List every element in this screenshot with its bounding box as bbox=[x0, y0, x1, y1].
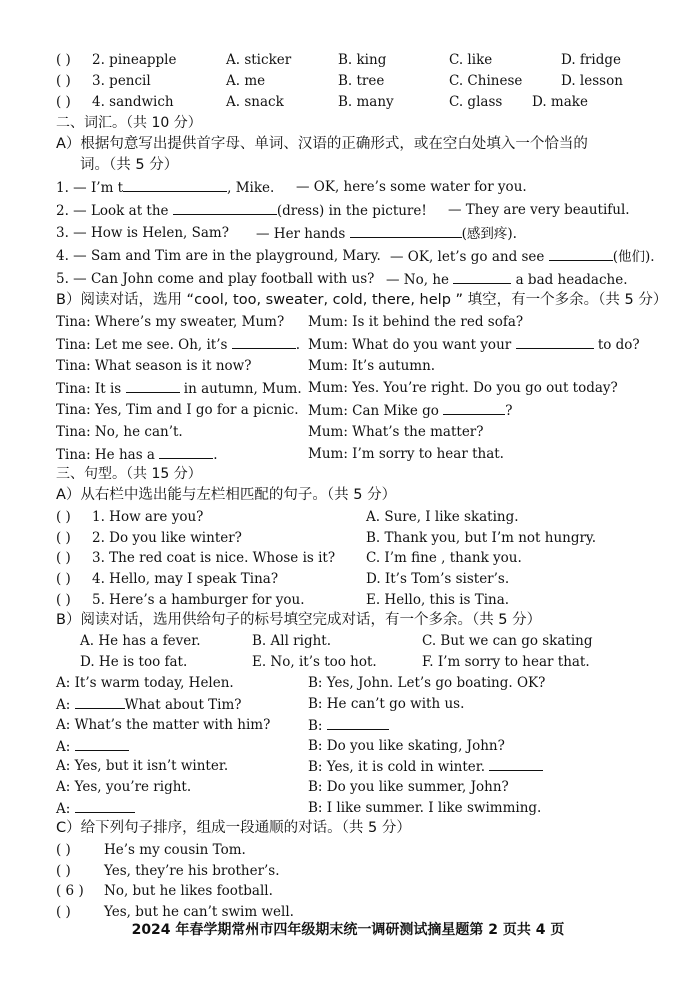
section-2a-instruction: A）根据句意写出提供首字母、单词、汉语的正确形式，或在空白处填入一个恰当的 bbox=[56, 136, 588, 152]
order-item-2: ( ) Yes, they’re his brother’s. bbox=[56, 863, 280, 879]
answer-blank[interactable] bbox=[75, 798, 135, 813]
answer-blank[interactable] bbox=[516, 334, 594, 349]
match-row-3: ( ) 3. The red coat is nice. Whose is it? C. I’m fine , thank you. bbox=[56, 550, 522, 566]
answer-blank[interactable] bbox=[126, 378, 180, 393]
answer-blank[interactable] bbox=[549, 246, 613, 261]
answer-blank[interactable] bbox=[350, 223, 462, 238]
answer-blank[interactable] bbox=[443, 400, 505, 415]
dialog-line-5: Tina: Yes, Tim and I go for a picnic. Mum: Can Mike go ? bbox=[56, 402, 513, 419]
section-2a-instruction-cont: 词。（共 5 分） bbox=[80, 157, 179, 173]
dialog2-line-7: A: B: I like summer. I like swimming. bbox=[56, 800, 542, 817]
options-row-2: D. He is too fat. E. No, it’s too hot. F. I’m sorry to hear that. bbox=[80, 654, 590, 670]
q1-row-2: ( ) 2. pineapple A. sticker B. king C. like D. fridge bbox=[56, 52, 621, 68]
dialog2-line-6: A: Yes, you’re right. B: Do you like summer, John? bbox=[56, 779, 509, 795]
section-2b-instruction: B）阅读对话，选用 “cool, too, sweater, cold, there, help ” 填空，有一个多余。（共 5 分） bbox=[56, 292, 668, 308]
dialog-line-1: Tina: Where’s my sweater, Mum? Mum: Is it behind the red sofa? bbox=[56, 314, 524, 330]
dialog-line-4: Tina: It is in autumn, Mum. Mum: Yes. You’re right. Do you go out today? bbox=[56, 380, 618, 397]
section-3a-instruction: A）从右栏中选出能与左栏相匹配的句子。（共 5 分） bbox=[56, 487, 397, 503]
answer-blank[interactable] bbox=[173, 200, 277, 215]
answer-blank[interactable] bbox=[159, 444, 213, 459]
answer-blank[interactable] bbox=[75, 694, 125, 709]
answer-blank[interactable] bbox=[75, 736, 129, 751]
options-row-1: A. He has a fever. B. All right. C. But we can go skating bbox=[80, 633, 593, 649]
vocab-item-4: 4. — Sam and Tim are in the playground, Mary. — OK, let’s go and see (他们). bbox=[56, 248, 655, 265]
vocab-item-5: 5. — Can John come and play football with us? — No, he a bad headache. bbox=[56, 271, 628, 288]
dialog2-line-5: A: Yes, but it isn’t winter. B: Yes, it is cold in winter. bbox=[56, 756, 666, 777]
dialog-line-6: Tina: No, he can’t. Mum: What’s the matter? bbox=[56, 424, 484, 440]
dialog-line-7: Tina: He has a . Mum: I’m sorry to hear that. bbox=[56, 446, 504, 463]
dialog-line-3: Tina: What season is it now? Mum: It’s autumn. bbox=[56, 358, 436, 374]
section-2-title: 二、词汇。（共 10 分） bbox=[56, 115, 202, 131]
answer-blank[interactable] bbox=[453, 269, 511, 284]
dialog2-line-4: A: B: Do you like skating, John? bbox=[56, 738, 505, 755]
order-item-4: ( ) Yes, but he can’t swim well. bbox=[56, 904, 294, 920]
q1-row-3: ( ) 3. pencil A. me B. tree C. Chinese D. lesson bbox=[56, 73, 623, 89]
section-3-title: 三、句型。（共 15 分） bbox=[56, 466, 202, 482]
section-3c-instruction: C）给下列句子排序，组成一段通顺的对话。（共 5 分） bbox=[56, 820, 411, 836]
dialog-line-2: Tina: Let me see. Oh, it’s . Mum: What do you want your to do? bbox=[56, 334, 666, 355]
page-footer: 2024 年春学期常州市四年级期末统一调研测试摘星题第 2 页共 4 页 bbox=[131, 922, 565, 938]
dialog2-line-2: A: What about Tim? B: He can’t go with us. bbox=[56, 696, 465, 713]
vocab-item-3: 3. — How is Helen, Sam? — Her hands (感到疼). bbox=[56, 225, 517, 242]
match-row-5: ( ) 5. Here’s a hamburger for you. E. Hello, this is Tina. bbox=[56, 592, 510, 608]
dialog2-line-1: A: It’s warm today, Helen. B: Yes, John. Let’s go boating. OK? bbox=[56, 675, 546, 691]
match-row-1: ( ) 1. How are you? A. Sure, I like skating. bbox=[56, 509, 519, 525]
order-item-1: ( ) He’s my cousin Tom. bbox=[56, 842, 246, 858]
match-row-4: ( ) 4. Hello, may I speak Tina? D. It’s Tom’s sister’s. bbox=[56, 571, 510, 587]
answer-blank[interactable] bbox=[489, 756, 543, 771]
answer-blank[interactable] bbox=[232, 334, 296, 349]
vocab-item-2: 2. — Look at the (dress) in the picture! — They are very beautiful. bbox=[56, 202, 630, 219]
order-item-3: ( 6 ) No, but he likes football. bbox=[56, 883, 273, 899]
q1-row-4: ( ) 4. sandwich A. snack B. many C. glass D. make bbox=[56, 94, 588, 110]
match-row-2: ( ) 2. Do you like winter? B. Thank you, but I’m not hungry. bbox=[56, 530, 597, 546]
vocab-item-1: 1. — I’m t , Mike. — OK, here’s some water for you. bbox=[56, 179, 527, 196]
dialog2-line-3: A: What’s the matter with him? B: bbox=[56, 715, 666, 736]
section-3b-instruction: B）阅读对话，选用供给句子的标号填空完成对话，有一个多余。（共 5 分） bbox=[56, 612, 542, 628]
answer-blank[interactable] bbox=[123, 177, 227, 192]
answer-blank[interactable] bbox=[327, 715, 389, 730]
